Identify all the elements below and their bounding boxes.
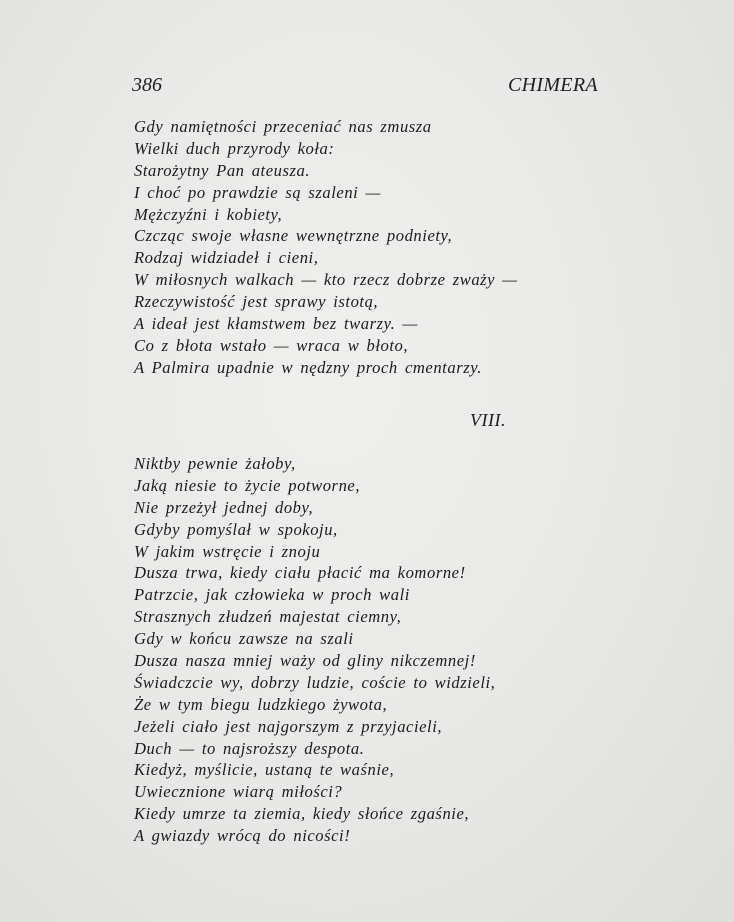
verse-line: Jeżeli ciało jest najgorszym z przyjacieli,	[134, 716, 443, 736]
verse-line: A ideał jest kłamstwem bez twarzy. —	[134, 314, 418, 334]
page-number: 386	[132, 74, 162, 96]
verse-line: Gdyby pomyślał w spokoju,	[134, 519, 338, 539]
verse-line: Nie przeżył jednej doby,	[134, 497, 314, 517]
verse-line: Kiedy umrze ta ziemia, kiedy słońce zgaśnie,	[134, 804, 470, 824]
verse-line: Duch — to najsroższy despota.	[134, 738, 365, 758]
stanza-2	[134, 453, 495, 847]
verse-line: I choć po prawdzie są szaleni —	[134, 182, 381, 202]
verse-line: Rodzaj widziadeł i cieni,	[134, 248, 319, 268]
running-head-title: CHIMERA	[508, 74, 598, 96]
verse-line: Że w tym biegu ludzkiego żywota,	[134, 694, 388, 714]
verse-line: Patrzcie, jak człowieka w proch wali	[134, 585, 410, 605]
verse-line: Gdy w końcu zawsze na szali	[134, 629, 354, 649]
verse-line: Gdy namiętności przeceniać nas zmusza	[134, 117, 432, 136]
verse-line: Jaką niesie to życie potworne,	[134, 475, 361, 495]
verse-line: Dusza nasza mniej waży od gliny nikczemnej!	[134, 651, 476, 671]
verse-line: Strasznych złudzeń majestat ciemny,	[134, 607, 402, 627]
verse-line: Kiedyż, myślicie, ustaną te waśnie,	[134, 760, 395, 780]
verse-line: Starożytny Pan ateusza.	[134, 160, 311, 180]
verse-line: W miłosnych walkach — kto rzecz dobrze zważy —	[134, 270, 518, 290]
verse-line: Czcząc swoje własne wewnętrzne podniety,	[134, 226, 453, 246]
verse-line: Świadczcie wy, dobrzy ludzie, coście to widzieli,	[134, 672, 496, 692]
verse-line: Mężczyźni i kobiety,	[134, 204, 283, 224]
verse-line: Dusza trwa, kiedy ciału płacić ma komorne!	[134, 563, 466, 583]
verse-line: A gwiazdy wrócą do nicości!	[134, 826, 351, 846]
verse-line: Co z błota wstało — wraca w błoto,	[134, 335, 409, 355]
verse-line: A Palmira upadnie w nędzny proch cmentarzy.	[134, 357, 482, 377]
verse-line: Uwiecznione wiarą miłości?	[134, 782, 343, 802]
stanza-1	[134, 116, 518, 379]
verse-line: W jakim wstręcie i znoju	[134, 541, 321, 561]
verse-line: Rzeczywistość jest sprawy istotą,	[134, 292, 379, 312]
verse-line: Niktby pewnie żałoby,	[134, 454, 296, 473]
section-number: VIII.	[470, 410, 506, 430]
verse-line: Wielki duch przyrody koła:	[134, 138, 335, 158]
